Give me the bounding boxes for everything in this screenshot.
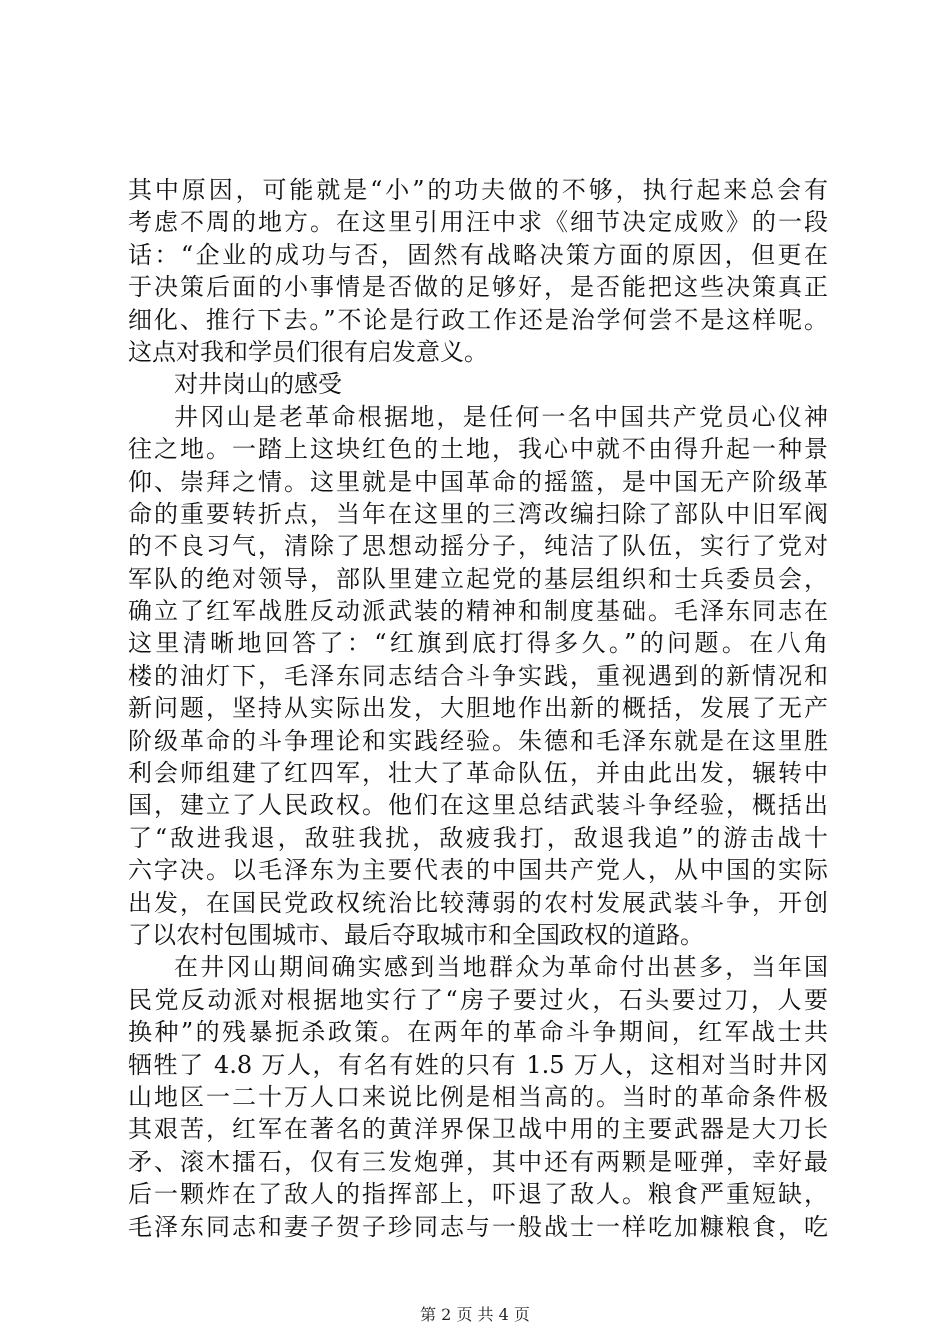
text-line: 矛、滚木擂石，仅有三发炮弹，其中还有两颗是哑弹，幸好最	[128, 1147, 828, 1176]
text-line: 牺牲了 4.8 万人，有名有姓的只有 1.5 万人，这相对当时井冈	[128, 1050, 828, 1079]
page-footer: 第 2 页 共 4 页	[420, 1305, 530, 1324]
text-line: 命的重要转折点，当年在这里的三湾改编扫除了部队中旧军阀	[128, 499, 828, 528]
text-line: 利会师组建了红四军，壮大了革命队伍，并由此出发，辗转中	[128, 759, 828, 788]
text-line: 楼的油灯下，毛泽东同志结合斗争实践，重视遇到的新情况和	[128, 661, 828, 690]
text-line: 军队的绝对领导，部队里建立起党的基层组织和士兵委员会，	[128, 564, 828, 593]
text-line: 的不良习气，清除了思想动摇分子，纯洁了队伍，实行了党对	[128, 532, 828, 561]
text-line: 六字决。以毛泽东为主要代表的中国共产党人，从中国的实际	[128, 856, 828, 885]
text-line: 井冈山是老革命根据地，是任何一名中国共产党员心仪神	[174, 402, 828, 431]
text-line: 了以农村包围城市、最后夺取城市和全国政权的道路。	[128, 920, 704, 949]
text-line: 阶级革命的斗争理论和实践经验。朱德和毛泽东就是在这里胜	[128, 726, 828, 755]
text-line: 细化、推行下去。”不论是行政工作还是治学何尝不是这样呢。	[128, 305, 828, 334]
text-line: 后一颗炸在了敌人的指挥部上，吓退了敌人。粮食严重短缺，	[128, 1180, 828, 1209]
text-line: 民党反动派对根据地实行了“房子要过火，石头要过刀，人要	[128, 985, 828, 1014]
body-text	[128, 174, 828, 1243]
text-line: 其中原因，可能就是“小”的功夫做的不够，执行起来总会有	[128, 176, 828, 204]
text-line: 在井冈山期间确实感到当地群众为革命付出甚多，当年国	[174, 953, 828, 982]
text-line: 换种”的残暴扼杀政策。在两年的革命斗争期间，红军战士共	[128, 1018, 828, 1047]
text-line: 其艰苦，红军在著名的黄洋界保卫战中用的主要武器是大刀长	[128, 1115, 828, 1144]
text-line: 新问题，坚持从实际出发，大胆地作出新的概括，发展了无产	[128, 694, 828, 723]
text-line: 确立了红军战胜反动派武装的精神和制度基础。毛泽东同志在	[128, 597, 828, 626]
text-line: 这里清晰地回答了：“红旗到底打得多久。”的问题。在八角	[128, 629, 828, 658]
text-line: 仰、崇拜之情。这里就是中国革命的摇篮，是中国无产阶级革	[128, 467, 828, 496]
text-line: 山地区一二十万人口来说比例是相当高的。当时的革命条件极	[128, 1082, 828, 1111]
text-line: 话：“企业的成功与否，固然有战略决策方面的原因，但更在	[128, 240, 828, 269]
text-line: 往之地。一踏上这块红色的土地，我心中就不由得升起一种景	[128, 435, 828, 464]
text-line: 对井岗山的感受	[174, 370, 342, 399]
text-line: 于决策后面的小事情是否做的足够好，是否能把这些决策真正	[128, 273, 828, 302]
text-line: 出发，在国民党政权统治比较薄弱的农村发展武装斗争，开创	[128, 888, 828, 917]
text-line: 了“敌进我退，敌驻我扰，敌疲我打，敌退我追”的游击战十	[128, 823, 828, 852]
text-line: 毛泽东同志和妻子贺子珍同志与一般战士一样吃加糠粮食，吃	[128, 1212, 828, 1241]
text-line: 这点对我和学员们很有启发意义。	[128, 337, 488, 366]
text-line: 考虑不周的地方。在这里引用汪中求《细节决定成败》的一段	[128, 208, 828, 237]
text-line: 国，建立了人民政权。他们在这里总结武装斗争经验，概括出	[128, 791, 828, 820]
